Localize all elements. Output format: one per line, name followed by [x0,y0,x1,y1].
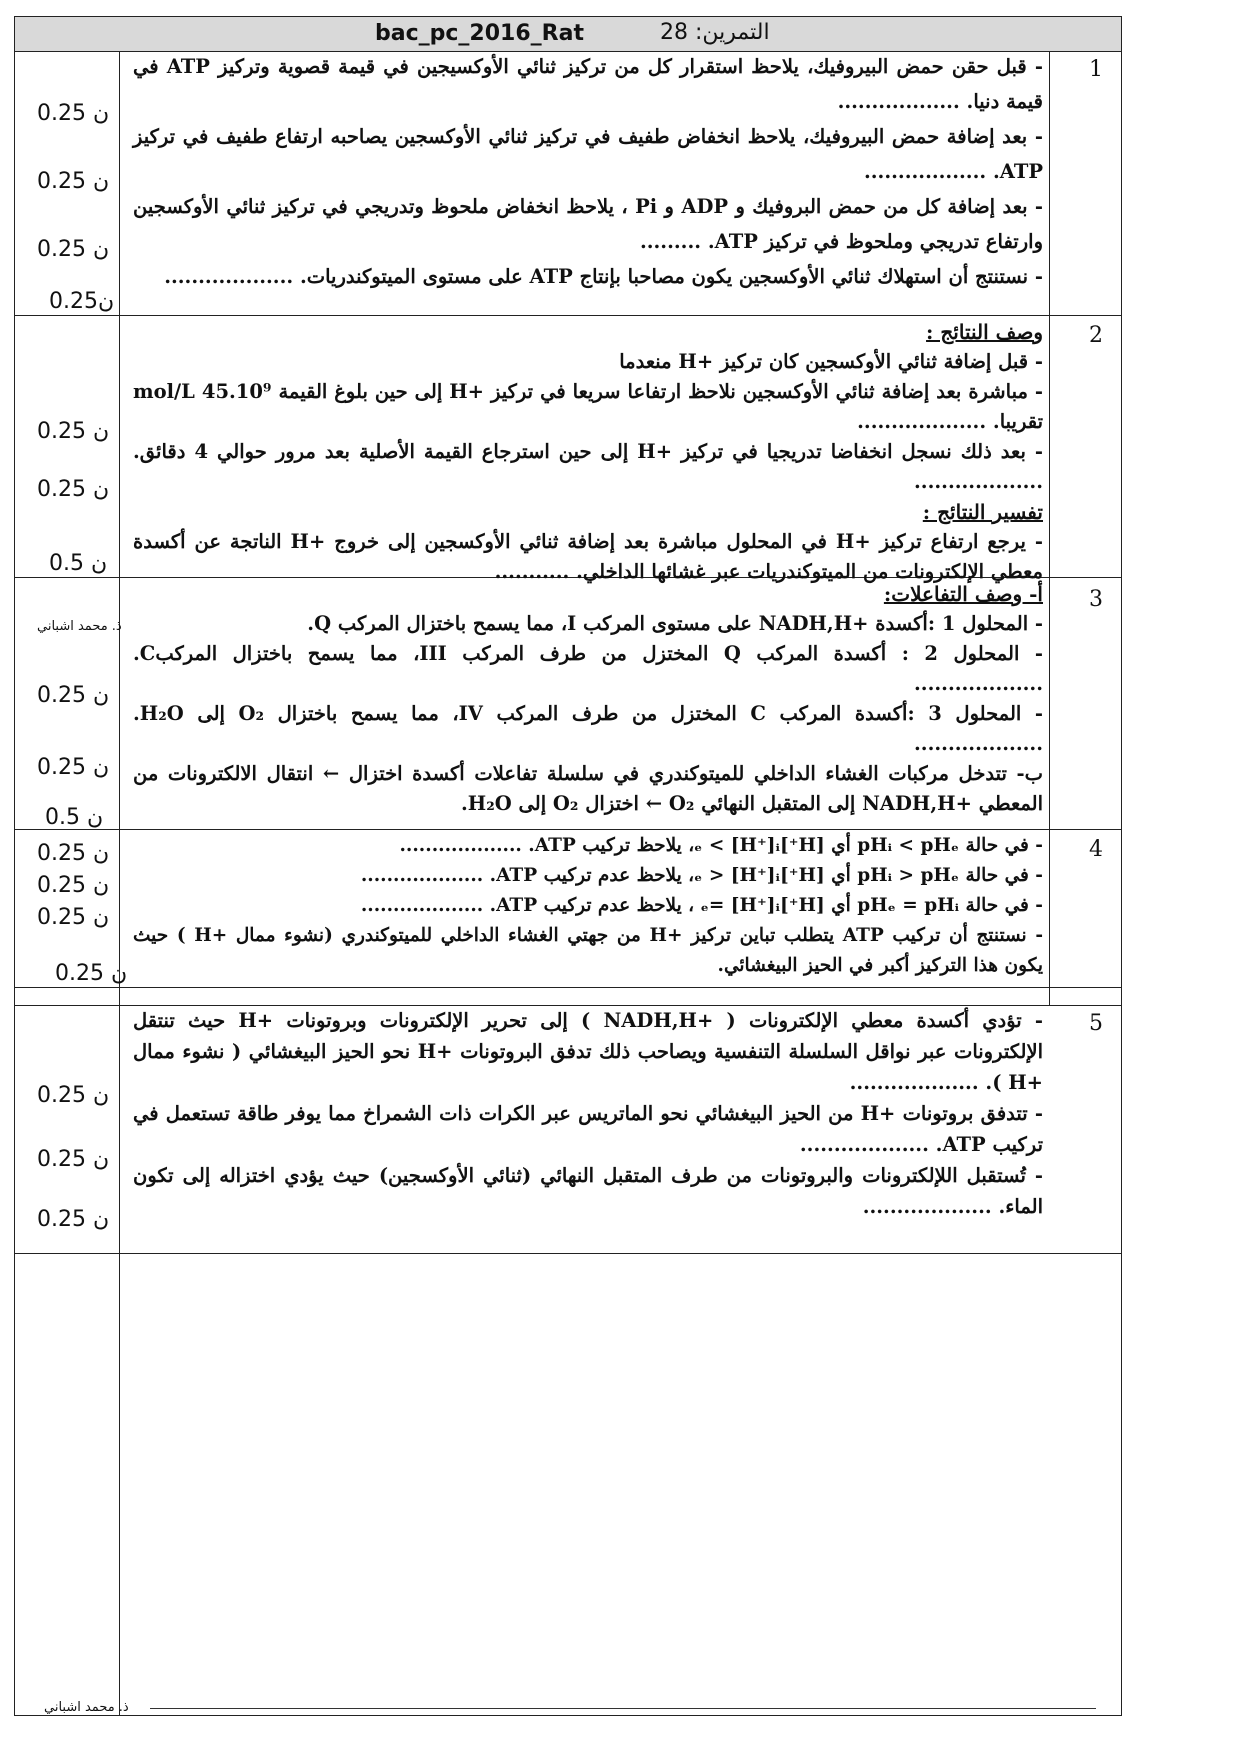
score: 0.5 ن [49,551,108,576]
answer-line: - يرجع ارتفاع تركيز +H في المحلول مباشرة بعد إضافة ثنائي الأوكسجين إلى خروج +H الناتجة عن أكسدة معطي الإلكترونات من الميتوكندريات عبر غشائها الداخلي. ........... [133,530,1043,583]
row-divider [15,987,1121,988]
answer-line: - في حالة pHₑ = pHᵢ أي [H⁺]ₑ= [H⁺]ᵢ ، يلاحظ عدم تركيب ATP. ................... [360,895,1043,916]
answer-line: - في حالة pHᵢ > pHₑ أي [H⁺]ₑ > [H⁺]ᵢ، يلاحظ عدم تركيب ATP. ................... [360,865,1043,886]
header-bar [15,17,1121,52]
row-divider [15,315,1121,316]
question-number: 4 [1089,837,1103,862]
answer-line: - نستنتج أن استهلاك ثنائي الأوكسجين يكون مصاحبا بإنتاج ATP على مستوى الميتوكندريات. ................... [164,265,1043,288]
exercise-number: التمرين: 28 [660,20,770,45]
score: 0.25 ن [37,477,110,502]
score: 0.25 ن [37,683,110,708]
question-number: 5 [1089,1011,1103,1036]
score: 0.25 ن [37,237,110,262]
answer-text [133,831,1043,981]
score: 0.25ن [49,289,115,314]
question-row-3 [15,579,1121,829]
answer-line: - بعد إضافة حمض البيروفيك، يلاحظ انخفاض طفيف في تركيز ثنائي الأوكسجين يصاحبه ارتفاع طفيف في تركيز ATP. .................. [133,125,1043,183]
score: 0.25 ن [37,1083,110,1108]
answer-line: - بعد ذلك نسجل انخفاضا تدريجيا في تركيز +H إلى حين استرجاع القيمة الأصلية بعد مرور حوالي 4 دقائق. ................... [133,440,1043,493]
answer-line: - المحلول 2 : أكسدة المركب Q المختزل من طرف المركب III، مما يسمح باختزال المركبC. ................... [133,642,1043,695]
answer-line: - تؤدي أكسدة معطي الإلكترونات ( +NADH,H ) إلى تحرير الإلكترونات وبروتونات +H حيث تنتقل الإلكترونات عبر نواقل السلسلة التنفسية ويصاحب ذلك تدفق البروتونات +H نحو الحيز البيغشائي ( نشوء ممال +H ). ................... [133,1009,1044,1094]
question-row-2 [15,317,1121,583]
score: 0.25 ن [37,419,110,444]
answer-text [133,579,1043,819]
exam-code: bac_pc_2016_Rat [375,21,584,46]
question-number: 1 [1089,57,1103,82]
answer-line: ب- تتدخل مركبات الغشاء الداخلي للميتوكندري في سلسلة تفاعلات أكسدة اختزال ← انتقال الالكترونات من المعطي +NADH,H إلى المتقبل النهائي O₂ ← اختزال O₂ إلى H₂O. [133,762,1043,815]
teacher-signature: ذ. محمد اشباني [37,619,122,634]
footer-signature: ذ. محمد اشباني [44,1700,129,1715]
section-title: أ- وصف التفاعلات: [883,582,1043,606]
answer-line: - مباشرة بعد إضافة ثنائي الأوكسجين نلاحظ ارتفاعا سريعا في تركيز +H إلى حين بلوغ القيمة 45.10⁹ mol/L تقريبا. ................... [133,380,1043,433]
question-row-1 [15,51,1121,315]
answer-line: - المحلول 3 :أكسدة المركب C المختزل من طرف المركب IV، مما يسمح باختزال O₂ إلى H₂O. ................... [133,702,1043,755]
answer-line: - المحلول 1 :أكسدة +NADH,H على مستوى المركب I، مما يسمح باختزال المركب Q. [307,612,1043,635]
score: 0.25 ن [37,101,110,126]
answer-text [133,317,1043,587]
section-title: تفسير النتائج : [922,500,1043,524]
answer-line: - تُستقبل اللإلكترونات والبروتونات من طرف المتقبل النهائي (ثنائي الأوكسجين) حيث يؤدي اختزاله إلى تكون الماء. ................... [133,1164,1043,1218]
answer-text [133,49,1043,294]
score: 0.25 ن [37,169,110,194]
answer-line: - تتدفق بروتونات +H من الحيز البيغشائي نحو الماتريس عبر الكرات ذات الشمراخ مما يوفر طاقة تستعمل في تركيب ATP. ................... [133,1102,1044,1156]
score: 0.25 ن [37,1207,110,1232]
row-divider [15,1253,1121,1254]
answer-line: - في حالة pHᵢ < pHₑ أي [H⁺]ₑ < [H⁺]ᵢ، يلاحظ تركيب ATP. ................... [399,835,1043,856]
score: 0.25 ن [55,961,128,986]
question-number: 2 [1089,323,1103,348]
answer-sheet [14,16,1122,1716]
question-row-5 [15,1007,1121,1247]
question-number: 3 [1089,587,1103,612]
section-title: وصف النتائج : [926,320,1043,344]
score: 0.25 ن [37,841,110,866]
answer-line: - نستنتج أن تركيب ATP يتطلب تباين تركيز +H من جهتي الغشاء الداخلي للميتوكندري (نشوء ممال +H ) حيث يكون هذا التركيز أكبر في الحيز البيغشائي. [133,925,1044,976]
score: 0.25 ن [37,905,110,930]
footer-rule [150,1708,1096,1709]
answer-line: - بعد إضافة كل من حمض البروفيك و ADP و Pi ، يلاحظ انخفاض ملحوظ وتدريجي في تركيز ثنائي الأوكسجين وارتفاع تدريجي وملحوظ في تركيز ATP. ......... [133,195,1043,253]
question-row-4 [15,831,1121,987]
answer-line: - قبل حقن حمض البيروفيك، يلاحظ استقرار كل من تركيز ثنائي الأوكسيجين في قيمة قصوية وتركيز ATP في قيمة دنيا. .................. [133,55,1043,113]
score: 0.25 ن [37,755,110,780]
score: 0.25 ن [37,873,110,898]
row-divider [15,829,1121,830]
score: 0.25 ن [37,1147,110,1172]
answer-line: - قبل إضافة ثنائي الأوكسجين كان تركيز +H منعدما [619,350,1043,373]
score: 0.5 ن [45,805,104,830]
answer-text [133,1005,1043,1222]
